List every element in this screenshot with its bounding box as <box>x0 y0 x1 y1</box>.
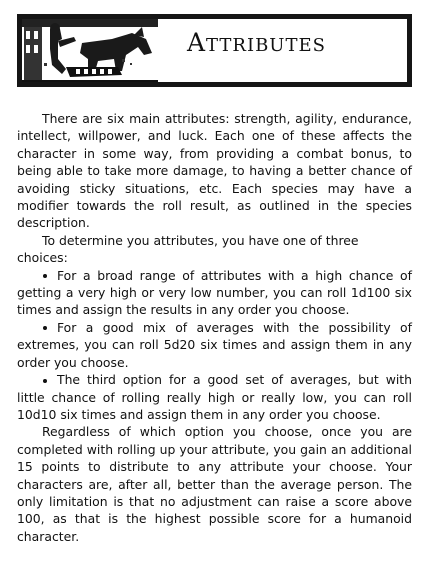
choices-intro: To determine you attributes, you have one of three choices: <box>17 232 359 266</box>
option-item-1 <box>17 267 412 319</box>
header-banner <box>17 14 412 87</box>
knight-illustration-icon <box>22 19 158 82</box>
intro-paragraph: There are six main attributes: strength, agility, endurance, intellect, willpower, and luck. Each one of these affects the character in some way, from providing a combat bonus, to being able to take more damage, to having a better chance of avoiding sticky situations, etc. Each species may have a modifier towards the roll result, as outlined in the species description. <box>17 111 412 231</box>
option-text: The third option for a good set of averages, but with little chance of rolling really high or really low, you can roll 10d10 six times and assign them in any order you choose. <box>17 372 412 422</box>
bullet-icon <box>43 274 47 278</box>
page-title: Attributes <box>187 28 326 57</box>
bullet-icon <box>43 326 47 330</box>
option-text: For a broad range of attributes with a high chance of getting a very high or very low number, you can roll 1d100 six times and assign the results in any order you choose. <box>17 267 412 318</box>
option-item-3 <box>17 371 412 423</box>
option-text: For a good mix of averages with the possibility of extremes, you can roll 5d20 six times and assign them in any order you choose. <box>17 319 412 370</box>
closing-paragraph: Regardless of which option you choose, once you are completed with rolling up your attribute, you gain an additional 15 points to distribute to any attribute your choose. Your characters are, after all, better than the average person. The only limitation is that no adjustment can raise a score above 100, as that is the highest possible score for a humanoid character. <box>17 424 412 544</box>
option-item-2 <box>17 319 412 371</box>
article-body <box>17 110 412 545</box>
bullet-icon <box>43 379 47 383</box>
